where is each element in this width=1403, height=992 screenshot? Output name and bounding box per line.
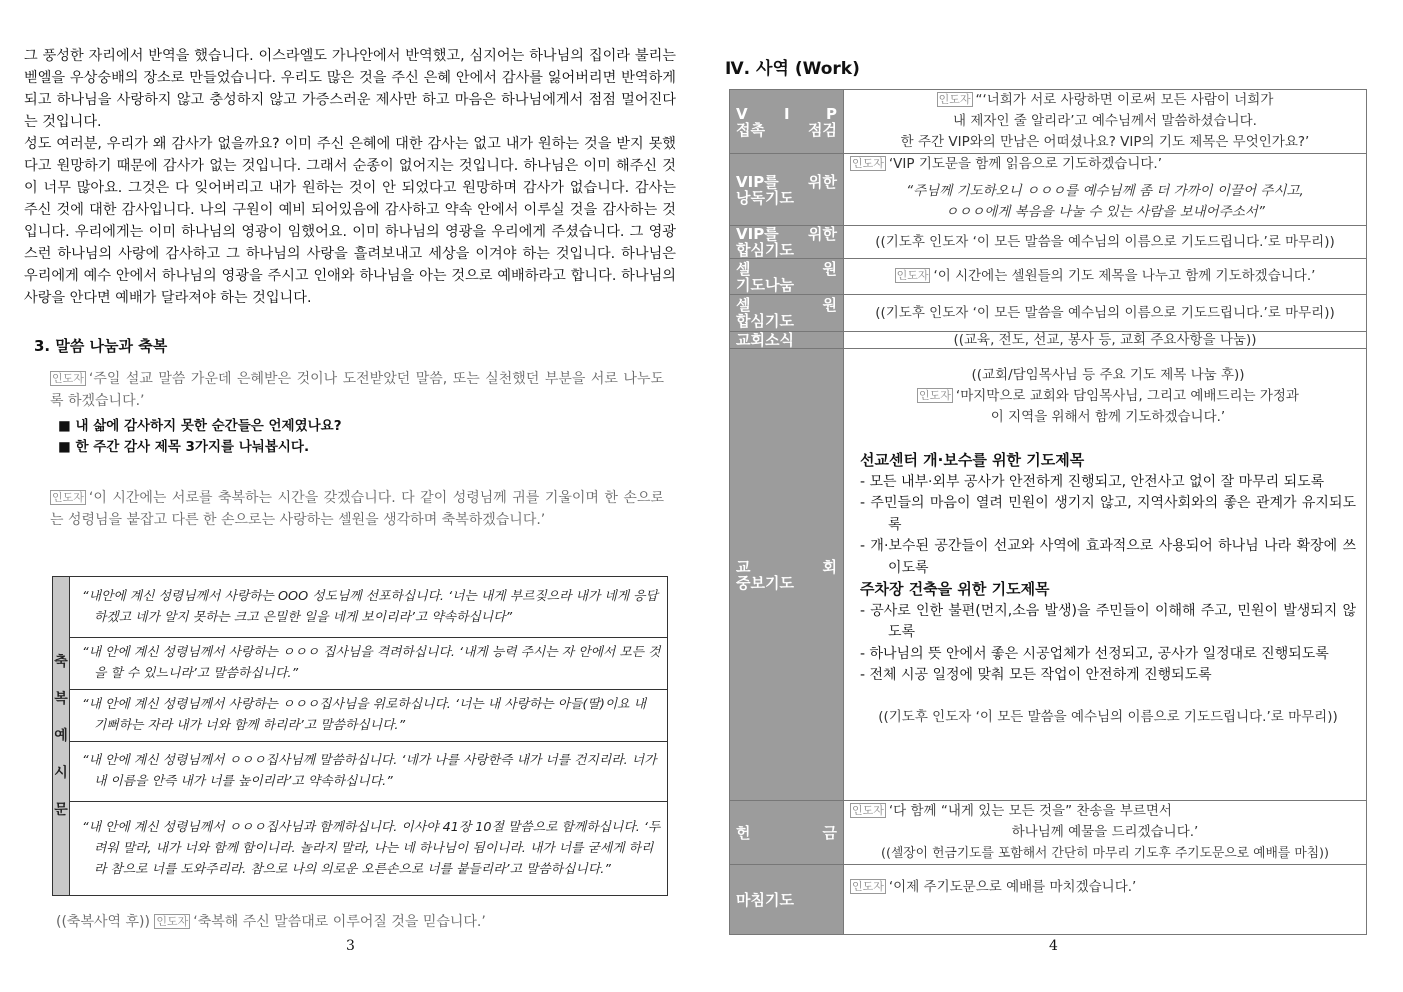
content-line: ‘다 함께 “내게 있는 모든 것을” 찬송을 부르면서 <box>888 803 1172 819</box>
row-content <box>844 259 1367 295</box>
content-line: 한 주간 VIP와의 만남은 어떠셨나요? VIP의 기도 제목은 무엇인가요?’ <box>900 134 1310 150</box>
sermon-paragraph-2: 성도 여러분, 우리가 왜 감사가 없을까요? 이미 주신 은혜에 대한 감사는 없고 내가 원하는 것을 받지 못했다고 원망하기 때문에 감사가 없는 것입니다. 그래서 순종이 없어지는 것입니다. 하나님은 이미 해주신 것이 너무 많아요. 그것은 다 잊어버리고 내가 원하는 것이 안 되었다고 원망하며 감사가 없습니다. 감사는 주신 것에 대한 감사입니다. 나의 구원이 예비 되어있음에 감사하고 약속 안에서 이루실 것을 감사하는 것입니다. 우리에게는 이미 하나님의 영광이 임했어요. 이미 하나님의 영광을 우리에게 주셨습니다. 그 영광스런 하나님의 사랑에 감사하고 그 하나님의 사랑을 흘려보내고 세상을 이겨야 하는 것입니다. 하나님은 우리에게 예수 안에서 하나님의 영광을 주시고 인애와 하나님을 아는 것으로 예배하라고 합니다. 하나님의 사랑을 안다면 예배가 달라져야 하는 것입니다. <box>24 136 676 306</box>
leader-tag: 인도자 <box>852 157 884 170</box>
label-line: 셀 원 <box>736 259 837 278</box>
row-label <box>730 154 844 226</box>
row-label <box>730 226 844 259</box>
label-line: 교 회 <box>736 557 837 576</box>
label-line: 합심기도 <box>736 241 794 259</box>
row-vip-read <box>730 154 1367 226</box>
blessing-example: “내 안에 계신 성령님께서 사랑하는 ㅇㅇㅇ집사님을 위로하십니다. ‘너는 내 사랑하는 아들(딸)이요 내 기뻐하는 자라 내가 너와 함께 하리라’고 말씀하십니다.” <box>70 690 668 742</box>
row-offering <box>730 801 1367 865</box>
label-line: 중보기도 <box>736 573 794 592</box>
row-cell-share <box>730 259 1367 295</box>
label-line: 셀 원 <box>736 296 837 314</box>
content-line: ㅇㅇㅇ에게 복음을 나눌 수 있는 사람을 보내어주소서” <box>945 204 1265 220</box>
work-table <box>729 89 1367 935</box>
leader-tag: 인도자 <box>52 491 84 504</box>
label-line: V I P <box>736 104 837 123</box>
side-char: 문 <box>54 801 68 818</box>
leader-tag: 인도자 <box>852 880 884 893</box>
content-line: 이 지역을 위해서 함께 기도하겠습니다.’ <box>990 409 1226 425</box>
content-line: “‘너희가 서로 사랑하면 이로써 모든 사람이 너희가 <box>975 92 1274 108</box>
section-title-sharing: 3. 말씀 나눔과 축복 <box>34 337 168 355</box>
row-label <box>730 801 844 865</box>
leader-tag: 인도자 <box>52 372 84 385</box>
row-content <box>844 90 1367 154</box>
blessing-example: “내 안에 계신 성령님께서 ㅇㅇㅇ집사님께 말씀하십니다. ‘네가 나를 사랑한즉 내가 너를 건지리라. 너가 내 이름을 안즉 내가 너를 높이리라’고 약속하십니다.” <box>70 742 668 802</box>
side-char: 시 <box>54 764 68 781</box>
row-vip-check <box>730 90 1367 154</box>
sermon-paragraph-1: 그 풍성한 자리에서 반역을 했습니다. 이스라엘도 가나안에서 반역했고, 심지어는 하나님의 집이라 불리는 벧엘을 우상숭배의 장소로 만들었습니다. 우리도 많은 것을 주신 은혜 안에서 감사를 잃어버리면 반역하게 되고 하나님을 사랑하지 않고 충성하지 않고 가증스러운 제사만 하고 마음은 하나님에게서 점점 멀어진다는 것입니다. <box>24 48 676 130</box>
discussion-questions <box>58 416 658 458</box>
leader-tag: 인도자 <box>156 915 189 928</box>
row-label <box>730 865 844 935</box>
content-line: “주님께 기도하오니 ㅇㅇㅇ를 예수님께 좀 더 가까이 이끌어 주시고, <box>906 183 1304 199</box>
label-line: VIP를 위한 <box>736 172 837 191</box>
row-label <box>730 259 844 295</box>
row-vip-unison <box>730 226 1367 259</box>
plan-item: - 전체 시공 일정에 맞춰 모든 작업이 안전하게 진행되도록 <box>860 667 1212 683</box>
section-title-work: Ⅳ. 사역 (Work) <box>725 59 860 79</box>
left-page <box>0 0 700 992</box>
blessing-example: “내 안에 계신 성령님께서 사랑하는 ㅇㅇㅇ 집사님을 격려하십니다. ‘내게 능력 주시는 자 안에서 모든 것을 할 수 있느니라’고 말씀하십니다.” <box>70 638 668 690</box>
content-line: ((교회/담임목사님 등 주요 기도 제목 나눔 후)) <box>971 367 1245 383</box>
plan-title: 주차장 건축을 위한 기도제목 <box>860 580 1050 598</box>
page-number: 4 <box>1049 938 1058 954</box>
sermon-text <box>24 45 676 309</box>
side-char: 예 <box>54 727 68 744</box>
question-item: ■ 내 삶에 감사하지 못한 순간들은 언제였나요? <box>58 418 342 434</box>
row-content <box>844 349 1367 801</box>
row-church-news <box>730 332 1367 349</box>
row-content: ((기도후 인도자 ‘이 모든 말씀을 예수님의 이름으로 기도드립니다.’로 마무리)) <box>844 295 1367 332</box>
row-cell-unison <box>730 295 1367 332</box>
label-line: 낭독기도 <box>736 188 794 207</box>
side-char: 축 <box>54 653 68 670</box>
row-content: ((교육, 전도, 선교, 봉사 등, 교회 주요사항을 나눔)) <box>844 332 1367 349</box>
leader-tag: 인도자 <box>896 269 929 282</box>
label-line: 마침기도 <box>736 890 794 909</box>
bless-prompt: ‘이 시간에는 서로를 축복하는 시간을 갖겠습니다. 다 같이 성령님께 귀를 기울이며 한 손으로는 성령님을 붙잡고 다른 한 손으로는 사랑하는 셀원을 생각하며 축복하겠습니다.’ <box>50 490 664 528</box>
label-line: 접촉 점검 <box>736 120 837 139</box>
content-line: ‘이제 주기도문으로 예배를 마치겠습니다.’ <box>888 879 1137 895</box>
leader-tag: 인도자 <box>852 804 884 817</box>
label-line: 합심기도 <box>736 312 794 330</box>
plan-item: - 공사로 인한 불편(먼지,소음 발생)을 주민들이 이해해 주고, 민원이 발생되지 않도록 <box>860 602 1356 640</box>
leader-tag: 인도자 <box>919 389 951 402</box>
row-content <box>844 801 1367 865</box>
blessing-example: “내안에 계신 성령님께서 사랑하는 OOO 성도님께 선포하십니다. ‘너는 내게 부르짖으라 내가 네게 응답하겠고 네가 알지 못하는 크고 은밀한 일을 네게 보이리라’고 약속하십니다” <box>70 577 668 638</box>
plan-title: 선교센터 개·보수를 위한 기도제목 <box>860 451 1085 469</box>
row-content <box>844 865 1367 935</box>
blessing-example: “내 안에 계신 성령님께서 ㅇㅇㅇ집사님과 함께하십니다. 이사야 41장 10절 말씀으로 함께하십니다. ‘두려워 말라, 내가 너와 함께 함이니라. 놀라지 말라, 나는 네 하나님이 됨이니라. 내가 너를 굳세게 하리라 참으로 너를 도와주리라. 참으로 나의 의로운 오른손으로 너를 붙들리라’고 말씀하십니다.” <box>70 802 668 896</box>
row-label <box>730 332 844 349</box>
content-line: ((기도후 인도자 ‘이 모든 말씀을 예수님의 이름으로 기도드립니다.’로 마무리)) <box>878 708 1338 725</box>
leader-tag: 인도자 <box>938 93 971 106</box>
closing-prefix: ((축복사역 후)) <box>56 914 150 930</box>
plan-item: - 개·보수된 공간들이 선교와 사역에 효과적으로 사용되어 하나님 나라 확장에 쓰이도록 <box>860 538 1356 576</box>
row-closing <box>730 865 1367 935</box>
label-line: 교회소식 <box>736 331 794 349</box>
plan-item: - 하나님의 뜻 안에서 좋은 시공업체가 선정되고, 공사가 일정대로 진행되도록 <box>860 645 1329 662</box>
share-prompt-block <box>50 368 664 412</box>
side-char: 복 <box>54 690 68 707</box>
blessing-side-label <box>53 577 70 896</box>
content-line: ‘이 시간에는 셀원들의 기도 제목을 나누고 함께 기도하겠습니다.’ <box>933 268 1316 284</box>
label-line: VIP를 위한 <box>736 225 837 243</box>
row-content: ((기도후 인도자 ‘이 모든 말씀을 예수님의 이름으로 기도드립니다.’로 마무리)) <box>844 226 1367 259</box>
row-label <box>730 295 844 332</box>
row-label <box>730 90 844 154</box>
content-line: 하나님께 예물을 드리겠습니다.’ <box>1011 824 1199 840</box>
right-page <box>700 0 1403 992</box>
blessing-examples-table <box>52 576 668 896</box>
label-line: 기도나눔 <box>736 275 794 294</box>
plan-item: - 모든 내부·외부 공사가 안전하게 진행되고, 안전사고 없이 잘 마무리 되도록 <box>860 473 1325 490</box>
row-content <box>844 154 1367 226</box>
content-line: ‘마지막으로 교회와 담임목사님, 그리고 예배드리는 가정과 <box>955 388 1299 404</box>
closing-line <box>56 911 676 933</box>
row-label <box>730 349 844 801</box>
row-church-prayer <box>730 349 1367 801</box>
label-line: 헌 금 <box>736 823 837 842</box>
plan-item: - 주민들의 마음이 열려 민원이 생기지 않고, 지역사회와의 좋은 관계가 유지되도록 <box>860 495 1356 533</box>
content-line: ‘VIP 기도문을 함께 읽음으로 기도하겠습니다.’ <box>888 156 1162 172</box>
prayer-plan <box>860 450 1356 687</box>
page-number: 3 <box>346 938 355 954</box>
bless-prompt-block <box>50 487 664 531</box>
question-item: ■ 한 주간 감사 제목 3가지를 나눠봅시다. <box>58 439 310 455</box>
closing-text: ‘축복해 주신 말씀대로 이루어질 것을 믿습니다.’ <box>193 914 486 930</box>
content-line: 내 제자인 줄 알리라’고 예수님께서 말씀하셨습니다. <box>953 113 1257 129</box>
share-prompt: ‘주일 설교 말씀 가운데 은혜받은 것이나 도전받았던 말씀, 또는 실천했던 부분을 서로 나누도록 하겠습니다.’ <box>50 371 664 409</box>
content-line: ((셀장이 헌금기도를 포함해서 간단히 마무리 기도후 주기도문으로 예배를 마침)) <box>880 846 1330 861</box>
